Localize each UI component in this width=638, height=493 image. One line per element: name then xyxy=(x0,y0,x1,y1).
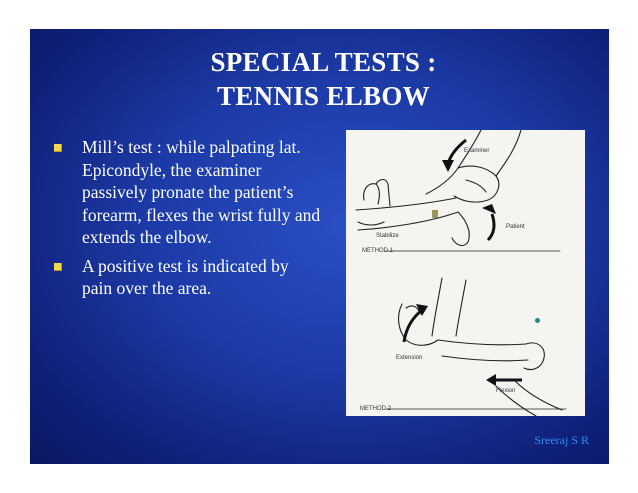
title-line-1: SPECIAL TESTS : xyxy=(210,47,437,77)
slide-title xyxy=(30,45,609,113)
label-method-1: METHOD 1 xyxy=(362,248,394,254)
bullet-item xyxy=(48,136,323,249)
square-bullet-icon xyxy=(54,263,62,271)
label-patient: Patient xyxy=(506,224,525,230)
label-stabilize: Stabilize xyxy=(376,233,399,239)
bullet-item xyxy=(48,255,323,300)
decorative-dot xyxy=(535,318,540,323)
label-flexion: Flexion xyxy=(496,388,516,394)
bullet-text: A positive test is indicated by pain over the area. xyxy=(82,255,289,298)
label-examiner: Examiner xyxy=(464,148,490,154)
label-extension: Extension xyxy=(396,355,423,361)
square-bullet-icon xyxy=(54,144,62,152)
mills-test-illustration xyxy=(346,130,585,416)
bullet-text: Mill’s test : while palpating lat. Epicondyle, the examiner passively pronate the patient’s forearm, flexes the wrist fully and extends the elbow. xyxy=(82,137,321,247)
bullet-list xyxy=(48,136,323,306)
illustration-drawing xyxy=(346,130,585,416)
author-credit: Sreeraj S R xyxy=(534,433,589,447)
label-method-2: METHOD 2 xyxy=(360,406,392,412)
title-line-2: TENNIS ELBOW xyxy=(217,81,430,111)
slide xyxy=(30,29,609,464)
